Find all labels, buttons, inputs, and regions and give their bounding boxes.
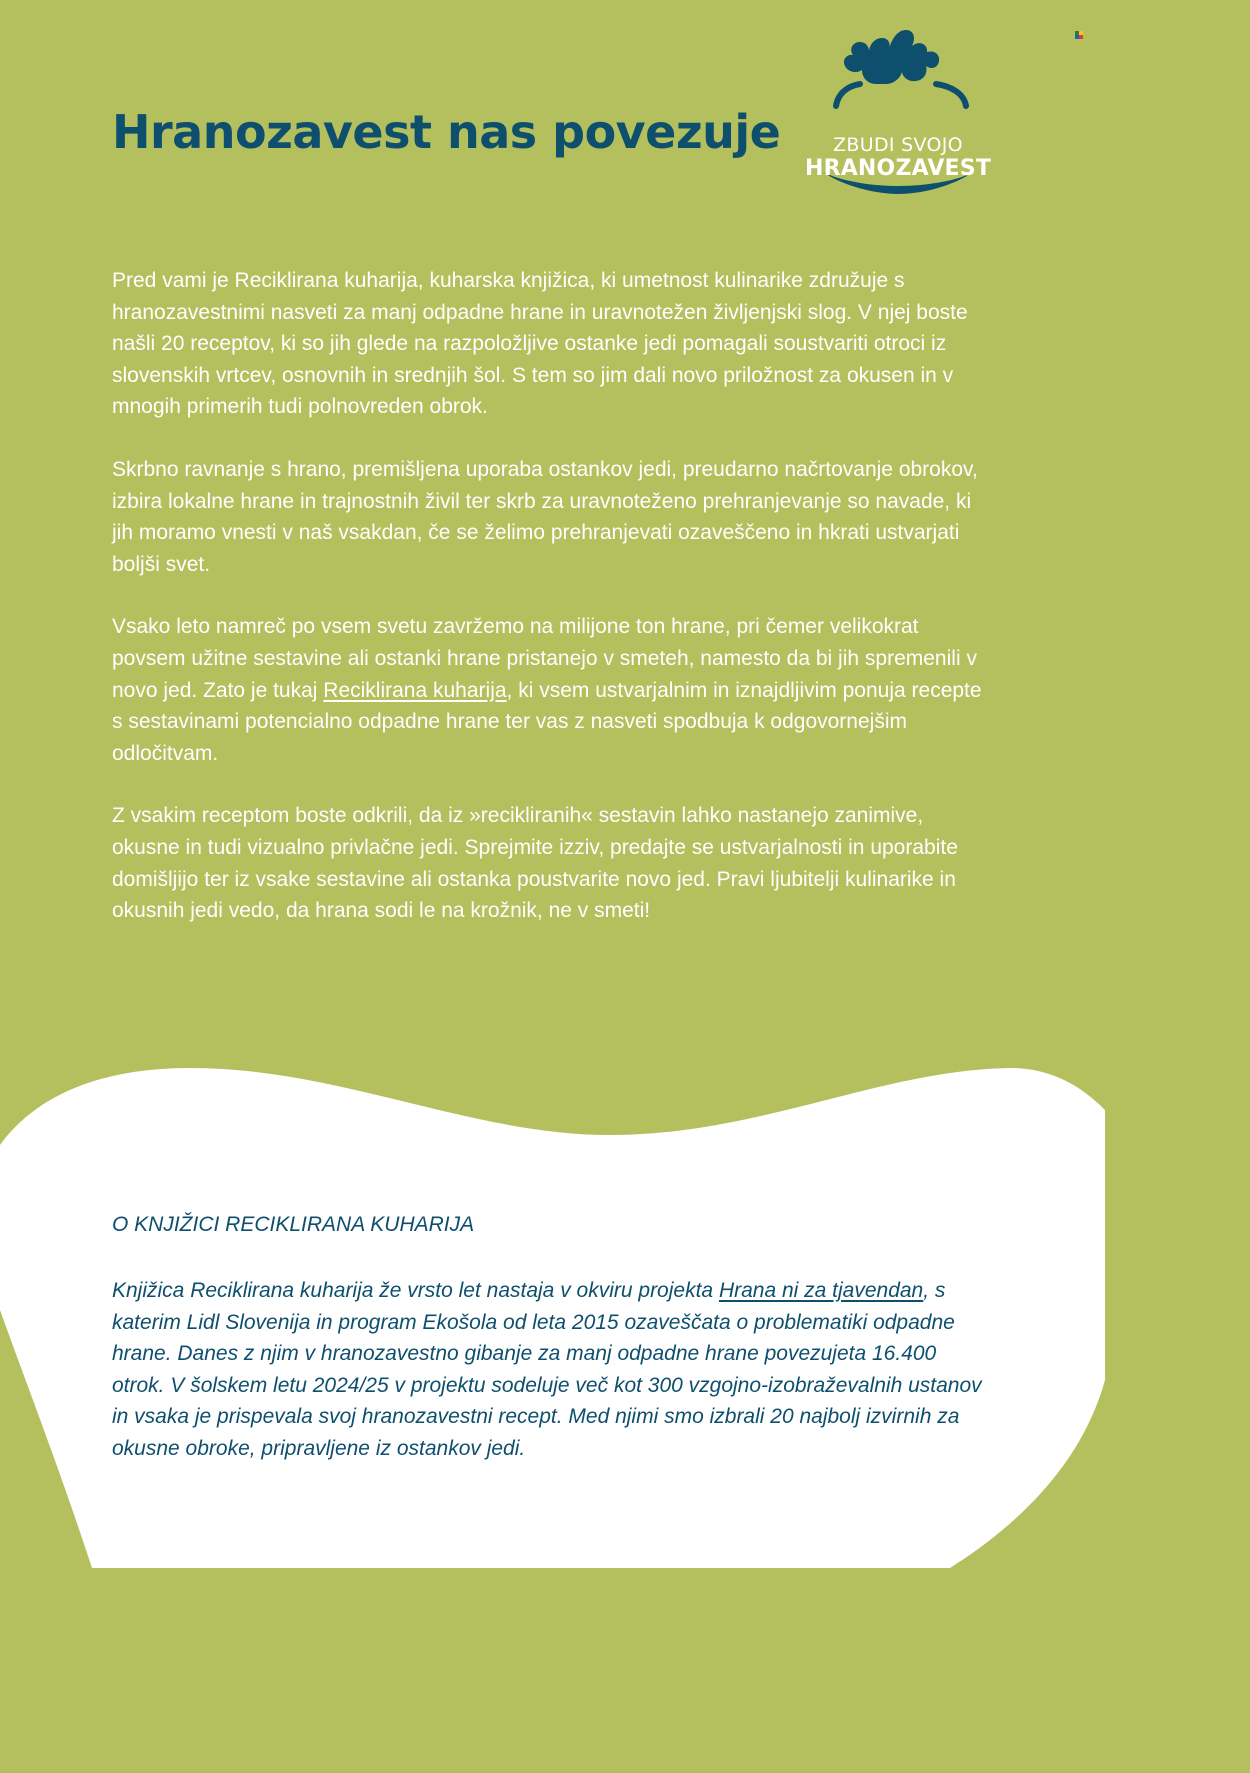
- brand-logo: [798, 26, 998, 198]
- intro-paragraph-3: [112, 611, 982, 769]
- about-text-start: Knjižica Reciklirana kuharija že vrsto let nastaja v okviru projekta: [112, 1279, 719, 1302]
- logo-text-line1: ZBUDI SVOJO: [833, 134, 963, 156]
- intro-paragraph-4: Z vsakim receptom boste odkrili, da iz »recikliranih« sestavin lahko nastanejo zanimive, okusne in tudi vizualno privlačne jedi. Sprejmite izziv, predajte se ustvarjalnosti in uporabite domišljijo ter iz vsake sestavine ali ostanka poustvarite novo jed. Pravi ljubitelji kulinarike in okusnih jedi vedo, da hrana sodi le na krožnik, ne v smeti!: [112, 804, 958, 923]
- reciklirana-kuharija-link[interactable]: Reciklirana kuharija: [323, 678, 507, 702]
- about-text-end: , s katerim Lidl Slovenija in program Ekošola od leta 2015 ozaveščata o problematiki odpadne hrane. Danes z njim v hranozavestno gibanje za manj odpadne hrane povezujeta 16.400 otrok. V šolskem letu 2024/25 v projektu sodeluje več kot 300 vzgojno-izobraževalnih ustanov in vsaka je prispevala svoj hranozavestni recept. Med njimi smo izbrali 20 najbolj izvirnih za okusne obroke, pripravljene iz ostankov jedi.: [112, 1279, 982, 1460]
- intro-paragraph-1: Pred vami je Reciklirana kuharija, kuharska knjižica, ki umetnost kulinarike združuje s hranozavestnimi nasveti za manj odpadne hrane in uravnotežen življenjski slog. V njej boste našli 20 receptov, ki so jih glede na razpoložljive ostanke jedi pomagali soustvariti otroci iz slovenskih vrtcev, osnovnih in srednjih šol. S tem so jim dali novo priložnost za okusen in v mnogih primerih tudi polnovreden obrok.: [112, 269, 968, 419]
- corner-color-mark: [1075, 31, 1083, 39]
- about-heading: O KNJIŽICI RECIKLIRANA KUHARIJA: [112, 1213, 475, 1236]
- page-title: Hranozavest nas povezuje: [112, 105, 781, 159]
- paragraph-3-text-end: , ki vsem ustvarjalnim in iznajdljivim ponuja recepte s sestavinami potencialno odpadne hrane ter vas z nasveti spodbuja k odgovornejšim odločitvam.: [112, 678, 982, 765]
- paragraph-3-text-start: Vsako leto namreč po vsem svetu zavržemo na milijone ton hrane, pri čemer velikokrat povsem užitne sestavine ali ostanki hrane pristanejo v smeteh, namesto da bi jih spremenili v novo jed. Zato je tukaj: [112, 615, 977, 702]
- hrana-ni-za-tjavendan-link[interactable]: Hrana ni za tjavendan: [718, 1279, 924, 1302]
- logo-text-line2: HRANOZAVEST: [804, 156, 992, 181]
- intro-paragraph-2: Skrbno ravnanje s hrano, premišljena uporaba ostankov jedi, preudarno načrtovanje obrokov, izbira lokalne hrane in trajnostnih živil ter skrb za uravnoteženo prehranjevanje so navade, ki jih moramo vnesti v naš vsakdan, če se želimo prehranjevati ozaveščeno in hkrati ustvarjati boljši svet.: [112, 457, 978, 576]
- intro-section: [112, 265, 982, 958]
- about-paragraph: [112, 1275, 992, 1465]
- about-section: [112, 1208, 992, 1465]
